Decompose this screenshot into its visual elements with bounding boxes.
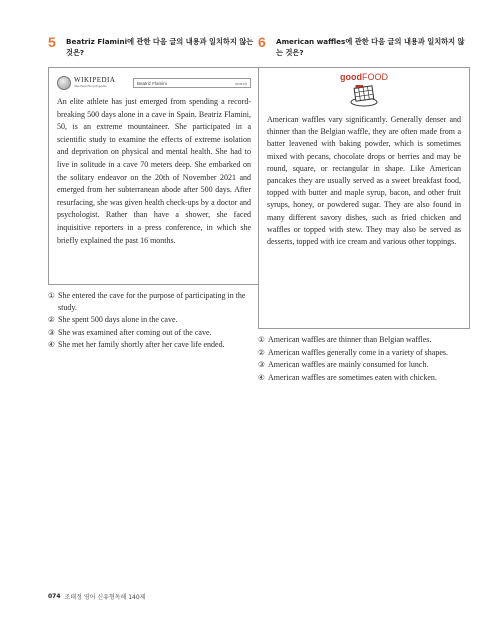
goodfood-logo — [267, 72, 461, 82]
wikipedia-logo — [57, 76, 115, 90]
search-field — [133, 78, 251, 88]
option-number: ④ — [258, 372, 265, 382]
option-number: ① — [48, 291, 55, 300]
wikipedia-tagline: The Free Encyclopedia — [74, 84, 107, 88]
option-number: ③ — [48, 327, 55, 337]
question-title: Beatriz Flamini에 관한 다음 글의 내용과 일치하지 않는 것은? — [66, 37, 254, 57]
option-text: She spent 500 days alone in the cave. — [58, 315, 178, 324]
option-number: ① — [258, 335, 265, 344]
page-number: 074 — [48, 593, 61, 600]
option-4 — [48, 339, 260, 351]
option-number: ③ — [258, 360, 265, 369]
question-6-header — [258, 36, 470, 58]
answer-options — [48, 290, 260, 351]
question-title: American waffles에 관한 다음 글의 내용과 일치하지 않는 것은? — [276, 37, 465, 57]
option-text: She met her family shortly after her cave life ended. — [58, 340, 225, 349]
option-text: American waffles are thinner than Belgian waffles. — [268, 335, 432, 344]
passage-text: An elite athlete has just emerged from spending a record-breaking 500 days alone in a cave in Spain. Beatriz Flamini, 50, is an extreme mountaineer. She participated in a scientific study to examine the effects of extreme isolation and deprivation on physical and mental health. She had to live in solitude in a cave 70 meters deep. She embarked on the solitary endeavor on the 20th of November 2021 and emerged from her subterranean abode after 500 days. After resurfacing, she was given health check-ups by a doctor and psychologist. Rather than have a shower, she faced inquisitive reporters in a press conference, in which she briefly explained the past 16 months. — [57, 97, 251, 245]
logo-good: good — [340, 72, 362, 82]
option-4 — [258, 372, 470, 384]
wikipedia-name: WIKIPEDIA — [74, 76, 116, 84]
option-text: American waffles are mainly consumed for lunch. — [268, 360, 429, 369]
question-5-header — [48, 36, 260, 58]
wikipedia-header — [57, 76, 251, 90]
option-2 — [48, 314, 260, 326]
globe-icon — [57, 76, 71, 90]
search-button: search — [234, 80, 247, 86]
option-number: ④ — [48, 340, 55, 349]
option-text: American waffles are sometimes eaten with chicken. — [268, 372, 437, 382]
option-1 — [48, 290, 260, 313]
option-text: She entered the cave for the purpose of participating in the study. — [58, 291, 246, 312]
answer-options — [258, 334, 470, 383]
question-5 — [48, 36, 260, 352]
logo-food: FOOD — [362, 72, 388, 82]
question-number: 6 — [258, 34, 266, 50]
option-3 — [48, 327, 260, 339]
search-value: Beatriz Flamini — [137, 80, 167, 86]
option-number: ② — [48, 315, 55, 324]
book-title: 조태정 영어 신유형독해 140제 — [64, 594, 146, 601]
passage-box — [48, 67, 260, 285]
question-6 — [258, 36, 470, 384]
passage-box — [258, 67, 470, 329]
option-text: American waffles generally come in a variety of shapes. — [268, 347, 448, 357]
question-number: 5 — [48, 34, 56, 50]
option-2 — [258, 347, 470, 359]
option-number: ② — [258, 347, 265, 357]
waffle-icon — [349, 85, 379, 107]
option-3 — [258, 359, 470, 371]
passage-text: American waffles vary significantly. Generally denser and thinner than the Belgian waffle, they are often made from a batter leavened with baking powder, which is sometimes mixed with pecans, chocolate drops or berries and may be round, square, or rectangular in shape. Like American pancakes they are usually served as a sweet breakfast food, topped with butter and maple syrup, bacon, and other fruit syrups, honey, or powdered sugar. They are also found in many different savory dishes, such as fried chicken and waffles or topped with stew. They may also be served as desserts, topped with ice cream and various other toppings. — [267, 115, 461, 247]
page-footer — [48, 592, 145, 601]
option-text: She was examined after coming out of the cave. — [58, 327, 212, 337]
option-1 — [258, 334, 470, 346]
